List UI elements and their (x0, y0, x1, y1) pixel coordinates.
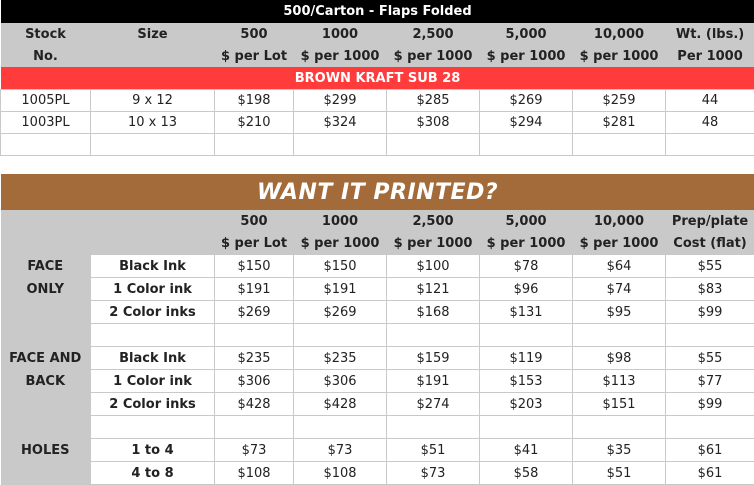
section-banner: WANT IT PRINTED? (1, 174, 754, 210)
column-header: 500 (215, 210, 294, 232)
table-cell: $153 (480, 370, 573, 393)
table-cell: $198 (215, 90, 294, 112)
column-header: 1000 (294, 210, 387, 232)
print-header-row (1, 232, 754, 255)
group-label: FACE (1, 255, 91, 278)
table-cell: $58 (480, 462, 573, 485)
empty-cell (666, 416, 754, 439)
empty-cell (294, 134, 387, 156)
table-cell: 48 (666, 112, 754, 134)
empty-cell (294, 324, 387, 347)
table-cell: $269 (480, 90, 573, 112)
empty-cell (387, 416, 480, 439)
table-cell: $73 (387, 462, 480, 485)
table-cell: $191 (294, 278, 387, 301)
empty-cell (480, 416, 573, 439)
column-header: $ per Lot (215, 45, 294, 67)
row-label: 2 Color inks (91, 393, 215, 416)
column-header: $ per 1000 (294, 45, 387, 67)
header-row (1, 23, 754, 45)
table-cell: $428 (294, 393, 387, 416)
table-cell: $294 (480, 112, 573, 134)
table-cell: $210 (215, 112, 294, 134)
empty-cell (1, 134, 91, 156)
column-header: $ per 1000 (294, 232, 387, 255)
column-header: 5,000 (480, 210, 573, 232)
column-header: No. (1, 45, 91, 67)
table-cell: $35 (573, 439, 666, 462)
column-header: Cost (flat) (666, 232, 754, 255)
column-header: Wt. (lbs.) (666, 23, 754, 45)
column-header: 1000 (294, 23, 387, 45)
table-cell: $78 (480, 255, 573, 278)
table-cell: $203 (480, 393, 573, 416)
column-header: 10,000 (573, 210, 666, 232)
table-cell: $73 (215, 439, 294, 462)
group-label: HOLES (1, 439, 91, 462)
column-header: $ per 1000 (387, 45, 480, 67)
row-label: 1 to 4 (91, 439, 215, 462)
table-cell: $168 (387, 301, 480, 324)
table-cell: $96 (480, 278, 573, 301)
row-label: Black Ink (91, 347, 215, 370)
row-label: 1 Color ink (91, 278, 215, 301)
blank-cell (91, 210, 215, 232)
table-cell: $98 (573, 347, 666, 370)
header-row (1, 45, 754, 67)
table-cell: $121 (387, 278, 480, 301)
table-cell: $74 (573, 278, 666, 301)
blank-cell (1, 232, 91, 255)
column-header: 2,500 (387, 210, 480, 232)
empty-cell (573, 324, 666, 347)
table-cell: $269 (294, 301, 387, 324)
empty-cell (387, 134, 480, 156)
table-cell: $281 (573, 112, 666, 134)
table-cell: 44 (666, 90, 754, 112)
empty-cell (91, 416, 215, 439)
row-label: 1 Color ink (91, 370, 215, 393)
table-cell: $269 (215, 301, 294, 324)
group-label (1, 393, 91, 416)
column-header: 2,500 (387, 23, 480, 45)
group-label: FACE AND (1, 347, 91, 370)
table-cell: $61 (666, 439, 754, 462)
table-cell: $324 (294, 112, 387, 134)
table-cell: $131 (480, 301, 573, 324)
table-cell: 1005PL (1, 90, 91, 112)
table-cell: $51 (573, 462, 666, 485)
column-header: Size (91, 23, 215, 45)
column-header: Prep/plate (666, 210, 754, 232)
table-cell: $151 (573, 393, 666, 416)
empty-cell (666, 134, 754, 156)
empty-row (1, 324, 754, 347)
column-header (91, 45, 215, 67)
table-cell: $108 (215, 462, 294, 485)
empty-cell (215, 324, 294, 347)
table-row (1, 393, 754, 416)
column-header: 500 (215, 23, 294, 45)
empty-row (1, 134, 754, 156)
empty-cell (666, 324, 754, 347)
table-cell: 10 x 13 (91, 112, 215, 134)
table-row (1, 347, 754, 370)
empty-cell (91, 324, 215, 347)
table-cell: $95 (573, 301, 666, 324)
empty-row (1, 416, 754, 439)
table-row (1, 112, 754, 134)
table-cell: $150 (215, 255, 294, 278)
table-cell: 1003PL (1, 112, 91, 134)
table-cell: $235 (215, 347, 294, 370)
column-header: $ per 1000 (480, 232, 573, 255)
table-cell: $191 (215, 278, 294, 301)
empty-cell (91, 134, 215, 156)
table-cell: $150 (294, 255, 387, 278)
table-row (1, 90, 754, 112)
blank-cell (1, 324, 91, 347)
table-row (1, 370, 754, 393)
table-cell: $191 (387, 370, 480, 393)
table-cell: 9 x 12 (91, 90, 215, 112)
row-label: 2 Color inks (91, 301, 215, 324)
empty-cell (294, 416, 387, 439)
table-cell: $41 (480, 439, 573, 462)
blank-cell (1, 210, 91, 232)
column-header: $ per 1000 (573, 45, 666, 67)
column-header: $ per 1000 (573, 232, 666, 255)
table-cell: $100 (387, 255, 480, 278)
column-header: $ per Lot (215, 232, 294, 255)
table-cell: $55 (666, 347, 754, 370)
empty-cell (480, 134, 573, 156)
empty-cell (387, 324, 480, 347)
blank-cell (1, 416, 91, 439)
table-cell: $119 (480, 347, 573, 370)
empty-cell (215, 416, 294, 439)
table-cell: $235 (294, 347, 387, 370)
group-label: ONLY (1, 278, 91, 301)
empty-cell (573, 416, 666, 439)
table-cell: $259 (573, 90, 666, 112)
empty-cell (215, 134, 294, 156)
table-cell: $274 (387, 393, 480, 416)
table-cell: $99 (666, 301, 754, 324)
section-label: BROWN KRAFT SUB 28 (1, 67, 754, 90)
table-cell: $108 (294, 462, 387, 485)
table-cell: $64 (573, 255, 666, 278)
table-cell: $285 (387, 90, 480, 112)
row-label: 4 to 8 (91, 462, 215, 485)
table-cell: $99 (666, 393, 754, 416)
column-header: Stock (1, 23, 91, 45)
column-header: $ per 1000 (480, 45, 573, 67)
table-cell: $77 (666, 370, 754, 393)
table-title: 500/Carton - Flaps Folded (1, 0, 754, 23)
table-row (1, 278, 754, 301)
column-header: Per 1000 (666, 45, 754, 67)
table-row (1, 462, 754, 485)
table-cell: $299 (294, 90, 387, 112)
table-cell: $306 (294, 370, 387, 393)
table-row (1, 255, 754, 278)
column-header: 10,000 (573, 23, 666, 45)
column-header: 5,000 (480, 23, 573, 45)
table-cell: $61 (666, 462, 754, 485)
group-label (1, 301, 91, 324)
table-cell: $55 (666, 255, 754, 278)
column-header: $ per 1000 (387, 232, 480, 255)
group-label: BACK (1, 370, 91, 393)
table-cell: $113 (573, 370, 666, 393)
table-cell: $428 (215, 393, 294, 416)
blank-cell (91, 232, 215, 255)
spacer (1, 156, 754, 175)
table-cell: $83 (666, 278, 754, 301)
empty-cell (573, 134, 666, 156)
table-cell: $159 (387, 347, 480, 370)
table-cell: $308 (387, 112, 480, 134)
table-row (1, 439, 754, 462)
table-cell: $73 (294, 439, 387, 462)
empty-cell (480, 324, 573, 347)
table-row (1, 301, 754, 324)
row-label: Black Ink (91, 255, 215, 278)
table-cell: $51 (387, 439, 480, 462)
print-header-row (1, 210, 754, 232)
table-cell: $306 (215, 370, 294, 393)
group-label (1, 462, 91, 485)
